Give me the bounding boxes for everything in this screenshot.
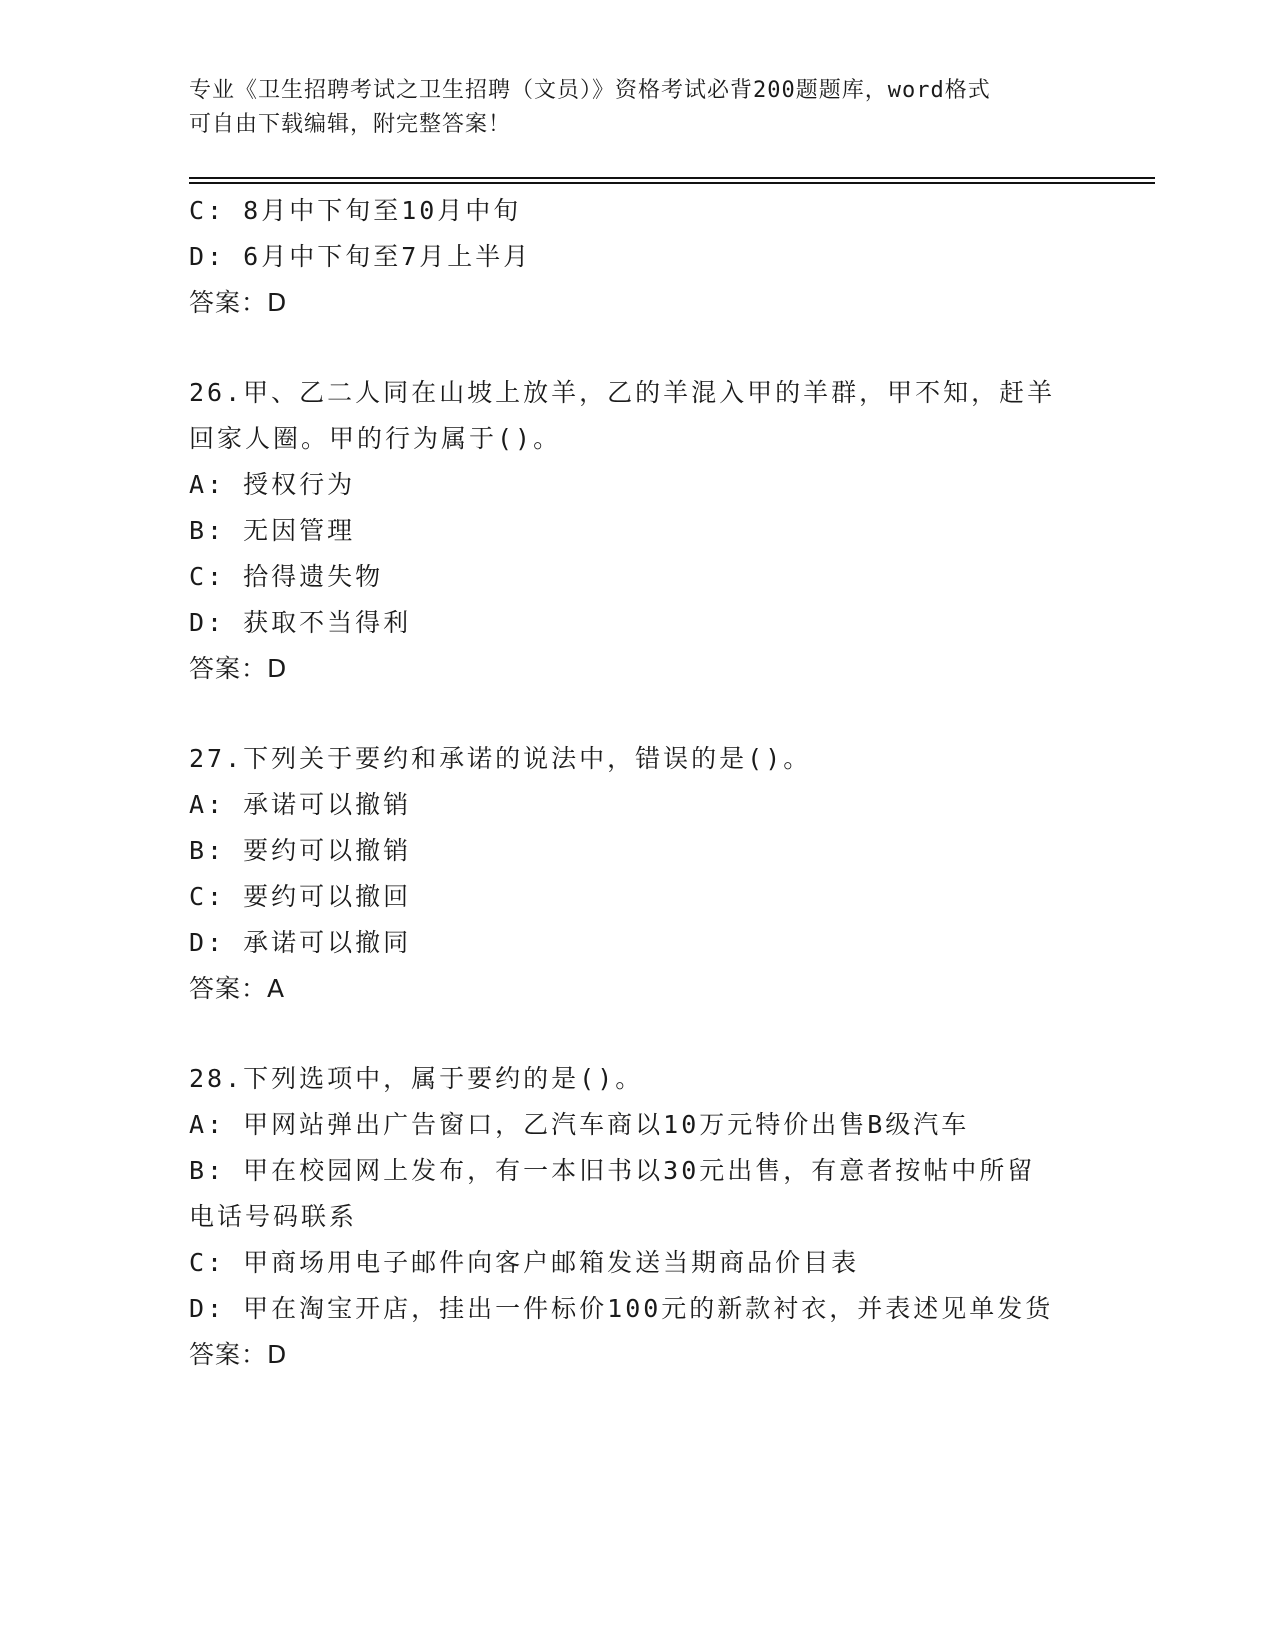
q27-answer: 答案：A: [189, 974, 286, 1003]
spacer: [189, 326, 1089, 370]
header-divider-top: [189, 177, 1155, 179]
q25-option-c: C: 8月中下旬至10月中旬: [189, 196, 522, 225]
q27-stem: 27.下列关于要约和承诺的说法中，错误的是()。: [189, 744, 812, 773]
spacer: [189, 692, 1089, 736]
q26-option-a: A: 授权行为: [189, 470, 356, 499]
question-25-tail: [189, 188, 1089, 326]
q26-option-b: B: 无因管理: [189, 516, 356, 545]
spacer: [189, 1012, 1089, 1056]
q28-option-d: D: 甲在淘宝开店，挂出一件标价100元的新款衬衣，并表述见单发货: [189, 1294, 1054, 1323]
q28-option-b-line-1: B: 甲在校园网上发布，有一本旧书以30元出售，有意者按帖中所留: [189, 1156, 1036, 1185]
q25-answer: 答案：D: [189, 288, 288, 317]
q26-option-d: D: 获取不当得利: [189, 608, 412, 637]
q28-option-a: A: 甲网站弹出广告窗口，乙汽车商以10万元特价出售B级汽车: [189, 1110, 970, 1139]
question-27: [189, 736, 1089, 1012]
q27-option-a: A: 承诺可以撤销: [189, 790, 412, 819]
q26-answer: 答案：D: [189, 654, 288, 683]
question-26: [189, 370, 1089, 692]
q26-stem-line-2: 回家人圈。甲的行为属于()。: [189, 424, 562, 453]
q27-option-d: D: 承诺可以撤同: [189, 928, 412, 957]
header-divider-bottom: [189, 182, 1155, 184]
document-header: [189, 74, 1089, 142]
q28-answer: 答案：D: [189, 1340, 288, 1369]
q28-option-c: C: 甲商场用电子邮件向客户邮箱发送当期商品价目表: [189, 1248, 860, 1277]
q26-option-c: C: 拾得遗失物: [189, 562, 384, 591]
q25-option-d: D: 6月中下旬至7月上半月: [189, 242, 532, 271]
q28-option-b-line-2: 电话号码联系: [189, 1202, 358, 1231]
q26-stem-line-1: 26.甲、乙二人同在山坡上放羊，乙的羊混入甲的羊群，甲不知，赶羊: [189, 378, 1056, 407]
header-title-line-2: 可自由下载编辑，附完整答案！: [189, 112, 512, 137]
question-list: [189, 188, 1089, 1378]
question-28: [189, 1056, 1089, 1378]
q27-option-c: C: 要约可以撤回: [189, 882, 412, 911]
header-title-line-1: 专业《卫生招聘考试之卫生招聘（文员）》资格考试必背200题题库，word格式: [189, 78, 991, 103]
q27-option-b: B: 要约可以撤销: [189, 836, 412, 865]
q28-stem: 28.下列选项中，属于要约的是()。: [189, 1064, 644, 1093]
